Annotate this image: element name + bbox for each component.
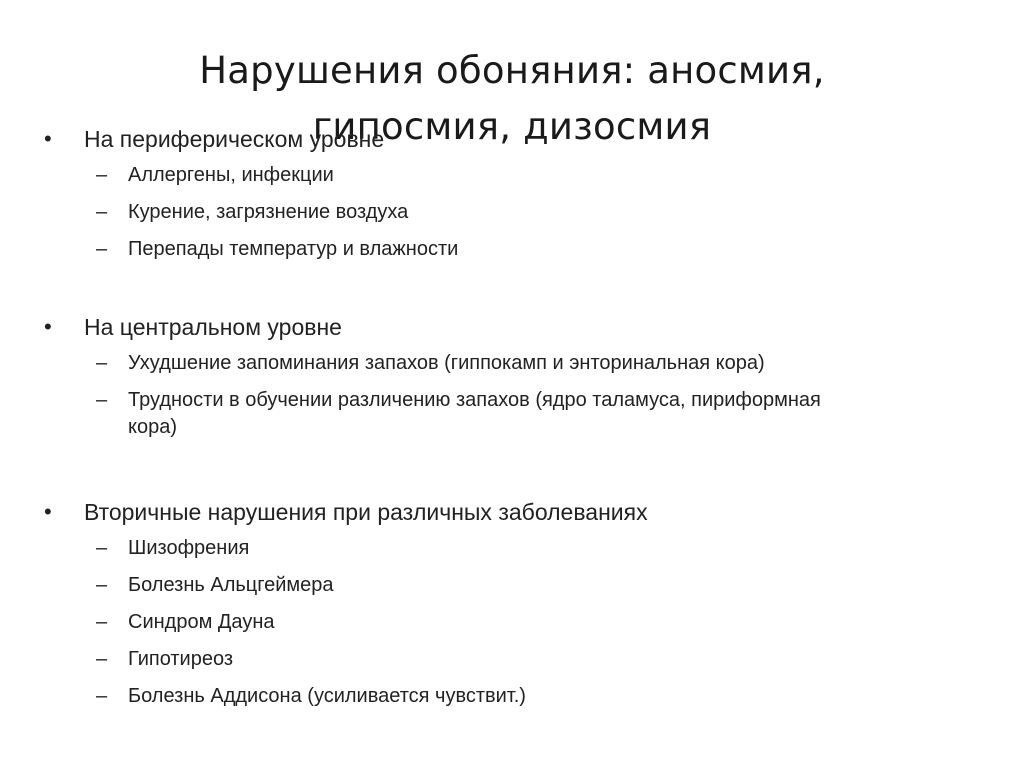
bullet-heading: Вторичные нарушения при различных заболеваниях — [84, 499, 648, 525]
bullet-dot-icon: • — [44, 314, 52, 339]
sub-item-text: Ухудшение запоминания запахов (гиппокамп и энторинальная кора) — [128, 352, 765, 374]
sub-list — [44, 162, 958, 273]
sub-item-text: Аллергены, инфекции — [128, 164, 334, 186]
dash-icon: – — [96, 648, 108, 670]
dash-icon: – — [96, 238, 108, 260]
bullet-dot-icon: • — [44, 126, 52, 151]
bullet-item — [44, 497, 958, 531]
sub-item — [44, 162, 958, 199]
sub-item — [44, 609, 958, 646]
sub-item — [44, 572, 958, 609]
sub-item-text: Гипотиреоз — [128, 648, 234, 670]
dash-icon: – — [96, 164, 108, 186]
slide-title-line-1: Нарушения обоняния: аносмия, — [199, 48, 825, 92]
sub-item — [44, 535, 958, 572]
sub-item — [44, 199, 958, 236]
bullet-item — [44, 312, 958, 346]
dash-icon: – — [96, 201, 108, 223]
sub-item — [44, 236, 958, 273]
dash-icon: – — [96, 537, 108, 559]
dash-icon: – — [96, 574, 108, 596]
sub-item-text: Синдром Дауна — [128, 611, 275, 633]
section-peripheral — [44, 124, 958, 273]
section-central — [44, 312, 958, 441]
slide-title-line-2: гипосмия, дизосмия — [312, 104, 712, 148]
sub-item-text: Трудности в обучении различению запахов (ядро таламуса, пириформная кора) — [128, 389, 821, 438]
sub-item-text: Болезнь Аддисона (усиливается чувствит.) — [128, 685, 526, 707]
sub-item-text: Шизофрения — [128, 537, 250, 559]
sub-item-text: Курение, загрязнение воздуха — [128, 201, 409, 223]
bullet-dot-icon: • — [44, 499, 52, 524]
sub-item — [44, 646, 958, 683]
dash-icon: – — [96, 611, 108, 633]
sub-item-text: Перепады температур и влажности — [128, 238, 459, 260]
bullet-heading: На центральном уровне — [84, 314, 342, 340]
sub-item-text: Болезнь Альцгеймера — [128, 574, 334, 596]
bullet-heading: На периферическом уровне — [84, 126, 385, 152]
section-secondary — [44, 497, 958, 720]
dash-icon: – — [96, 685, 108, 707]
sub-list — [44, 350, 958, 441]
sub-item — [44, 683, 958, 720]
sub-list — [44, 535, 958, 720]
bullet-item — [44, 124, 958, 158]
sub-item — [44, 350, 958, 387]
dash-icon: – — [96, 352, 108, 374]
sub-item — [44, 387, 958, 441]
dash-icon: – — [96, 389, 108, 411]
